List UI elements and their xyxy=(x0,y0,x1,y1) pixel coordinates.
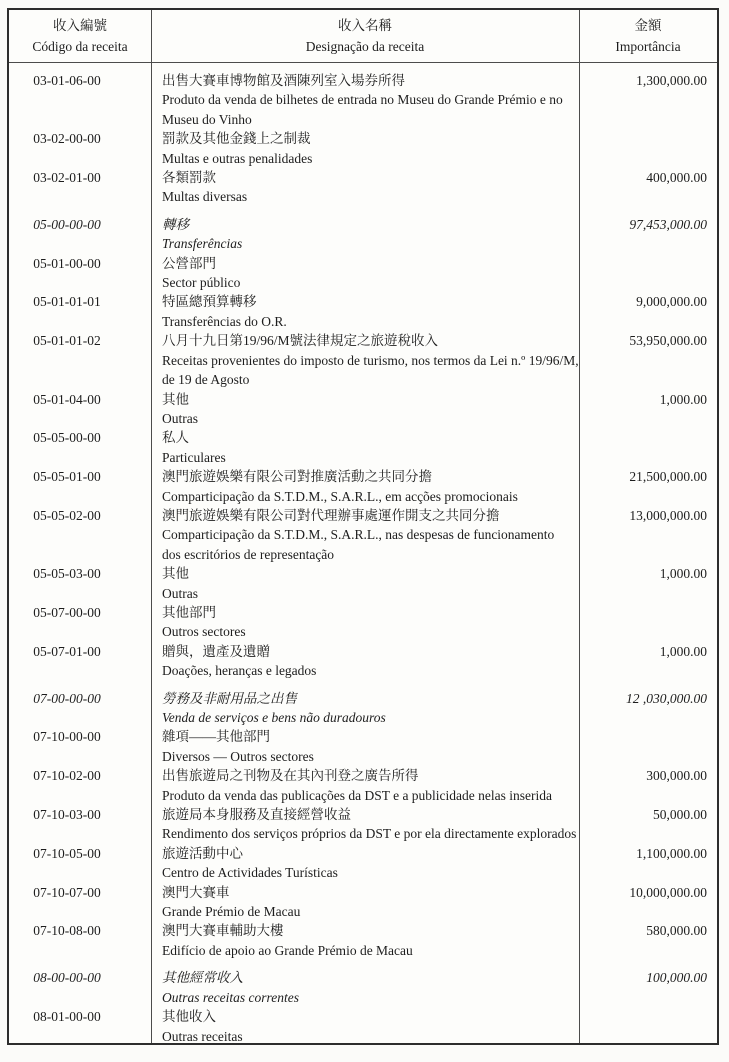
row-code: 05-05-01-00 xyxy=(33,469,101,485)
designation-line-pt: Receitas provenientes do imposto de turismo, nos termos da Lei n.º 19/96/M, xyxy=(162,352,579,368)
designation-line-zh: 其他 xyxy=(162,391,189,407)
table-row xyxy=(9,129,717,168)
row-designation xyxy=(151,390,579,429)
designation-line-pt: Outros sectores xyxy=(162,624,246,640)
row-amount xyxy=(579,603,717,642)
row-code: 07-10-05-00 xyxy=(33,845,101,861)
designation-line-zh: 罰款及其他金錢上之制裁 xyxy=(162,131,311,147)
designation-line-zh: 澳門旅遊娛樂有限公司對代理辦事處運作開支之共同分擔 xyxy=(162,507,500,523)
designation-line-pt: Rendimento dos serviços próprios da DST e por ela directamente explorados xyxy=(162,826,577,842)
designation-line-pt: Venda de serviços e bens não duradouros xyxy=(162,710,386,725)
row-code: 03-02-00-00 xyxy=(33,131,101,147)
row-designation xyxy=(151,689,579,728)
table-row xyxy=(9,390,717,429)
header-amount-zh: 金額 xyxy=(634,18,662,33)
row-designation xyxy=(151,883,579,922)
header-code-cell xyxy=(9,10,151,62)
table-header xyxy=(9,10,717,63)
row-designation xyxy=(151,292,579,331)
table-row xyxy=(9,168,717,207)
table-row xyxy=(9,921,717,960)
row-designation xyxy=(151,805,579,844)
designation-line-zh: 贈與，遺產及遺贈 xyxy=(162,643,270,659)
row-code: 05-05-02-00 xyxy=(33,507,101,523)
row-amount: 300,000.00 xyxy=(646,768,707,784)
designation-line-pt: Doações, heranças e legados xyxy=(162,663,317,679)
row-amount xyxy=(579,1007,717,1045)
designation-line-zh: 出售旅遊局之刊物及在其內刊登之廣告所得 xyxy=(162,768,419,784)
table-row xyxy=(9,292,717,331)
header-designation-pt: Designação da receita xyxy=(305,39,425,54)
row-code: 05-07-00-00 xyxy=(33,604,101,620)
row-amount: 1,000.00 xyxy=(659,391,707,407)
row-code: 07-10-00-00 xyxy=(33,729,101,745)
row-designation xyxy=(151,921,579,960)
designation-line-pt: Outras receitas xyxy=(162,1028,243,1044)
row-amount: 13,000,000.00 xyxy=(629,507,707,523)
row-code: 05-01-04-00 xyxy=(33,391,101,407)
header-amount-cell xyxy=(579,10,717,62)
row-code: 05-05-03-00 xyxy=(33,566,101,582)
designation-line-pt: Outras receitas correntes xyxy=(162,989,299,1005)
designation-line-zh: 旅遊局本身服務及直接經營收益 xyxy=(162,807,351,823)
designation-line-zh: 公營部門 xyxy=(162,255,216,271)
row-designation xyxy=(151,428,579,467)
designation-line-pt: de 19 de Agosto xyxy=(162,372,250,388)
row-code: 05-05-00-00 xyxy=(33,430,101,446)
row-designation xyxy=(151,331,579,389)
row-designation xyxy=(151,168,579,207)
row-code: 07-10-07-00 xyxy=(33,884,101,900)
row-amount: 21,500,000.00 xyxy=(629,469,707,485)
row-designation xyxy=(151,1007,579,1045)
row-designation xyxy=(151,467,579,506)
row-designation xyxy=(151,727,579,766)
designation-line-zh: 澳門大賽車 xyxy=(162,884,230,900)
designation-line-zh: 勞務及非耐用品之出售 xyxy=(162,690,297,706)
designation-line-zh: 出售大賽車博物館及酒陳列室入場券所得 xyxy=(162,73,405,88)
row-designation xyxy=(151,71,579,129)
row-amount: 12 ,030,000.00 xyxy=(626,690,707,706)
designation-line-pt: Transferências do O.R. xyxy=(162,313,287,329)
row-code: 05-07-01-00 xyxy=(33,643,101,659)
table-body xyxy=(9,64,717,1045)
designation-line-pt: Outras xyxy=(162,585,198,601)
table-row xyxy=(9,506,717,564)
row-designation xyxy=(151,129,579,168)
row-designation xyxy=(151,766,579,805)
designation-line-pt: Diversos — Outros sectores xyxy=(162,748,314,764)
row-code: 07-00-00-00 xyxy=(33,690,101,706)
header-code-zh: 收入編號 xyxy=(53,18,107,33)
designation-line-zh: 其他部門 xyxy=(162,604,216,620)
table-row xyxy=(9,428,717,467)
designation-line-zh: 其他 xyxy=(162,566,189,582)
row-amount: 580,000.00 xyxy=(646,923,707,939)
row-code: 07-10-03-00 xyxy=(33,807,101,823)
designation-line-pt: Edifício de apoio ao Grande Prémio de Macau xyxy=(162,942,413,958)
row-designation xyxy=(151,506,579,564)
row-code: 03-01-06-00 xyxy=(33,73,101,88)
row-designation xyxy=(151,254,579,293)
row-amount: 1,300,000.00 xyxy=(636,73,707,88)
designation-line-pt: dos escritórios de representação xyxy=(162,546,335,562)
row-code: 05-01-01-01 xyxy=(33,294,101,310)
row-amount: 1,000.00 xyxy=(659,566,707,582)
table-row xyxy=(9,766,717,805)
table-row xyxy=(9,968,717,1007)
table-row xyxy=(9,467,717,506)
designation-line-zh: 各類罰款 xyxy=(162,170,216,186)
designation-line-pt: Multas diversas xyxy=(162,189,248,205)
designation-line-pt: Comparticipação da S.T.D.M., S.A.R.L., nas despesas de funcionamento xyxy=(162,527,555,543)
designation-line-zh: 澳門大賽車輔助大樓 xyxy=(162,923,284,939)
table-row xyxy=(9,727,717,766)
designation-line-pt: Museu do Vinho xyxy=(162,111,252,127)
row-amount: 10,000,000.00 xyxy=(629,884,707,900)
table-row xyxy=(9,603,717,642)
designation-line-pt: Particulares xyxy=(162,449,226,465)
row-designation xyxy=(151,564,579,603)
row-designation xyxy=(151,844,579,883)
designation-line-zh: 其他經常收入 xyxy=(162,970,243,986)
row-code: 05-00-00-00 xyxy=(33,216,101,232)
row-amount xyxy=(579,428,717,467)
table-row xyxy=(9,1007,717,1045)
header-amount-pt: Importância xyxy=(615,39,681,54)
row-amount: 9,000,000.00 xyxy=(636,294,707,310)
revenue-table xyxy=(7,8,719,1045)
table-row xyxy=(9,71,717,129)
table-row xyxy=(9,215,717,254)
row-designation xyxy=(151,215,579,254)
designation-line-zh: 特區總預算轉移 xyxy=(162,294,257,310)
designation-line-pt: Centro de Actividades Turísticas xyxy=(162,865,338,881)
table-row xyxy=(9,254,717,293)
designation-line-zh: 其他收入 xyxy=(162,1009,216,1025)
row-amount: 400,000.00 xyxy=(646,170,707,186)
table-row xyxy=(9,805,717,844)
header-designation-zh: 收入名稱 xyxy=(338,18,392,33)
designation-line-pt: Produto da venda de bilhetes de entrada no Museu do Grande Prémio e no xyxy=(162,92,563,108)
table-row xyxy=(9,331,717,389)
row-code: 03-02-01-00 xyxy=(33,170,101,186)
designation-line-pt: Sector público xyxy=(162,275,241,291)
designation-line-zh: 澳門旅遊娛樂有限公司對推廣活動之共同分擔 xyxy=(162,469,432,485)
table-row xyxy=(9,642,717,681)
table-row xyxy=(9,689,717,728)
row-amount: 100,000.00 xyxy=(646,970,707,986)
designation-line-zh: 雜項——其他部門 xyxy=(162,729,270,745)
designation-line-zh: 轉移 xyxy=(162,216,189,232)
header-code-pt: Código da receita xyxy=(32,39,128,54)
row-amount xyxy=(579,254,717,293)
designation-line-zh: 八月十九日第19/96/M號法律規定之旅遊稅收入 xyxy=(162,333,439,349)
row-code: 08-00-00-00 xyxy=(33,970,101,986)
row-code: 08-01-00-00 xyxy=(33,1009,101,1025)
designation-line-pt: Grande Prémio de Macau xyxy=(162,904,301,920)
table-row xyxy=(9,883,717,922)
designation-line-zh: 旅遊活動中心 xyxy=(162,845,243,861)
table-row xyxy=(9,844,717,883)
row-amount xyxy=(579,129,717,168)
row-amount: 1,000.00 xyxy=(659,643,707,659)
designation-line-pt: Produto da venda das publicações da DST e a publicidade nelas inserida xyxy=(162,787,553,803)
row-amount: 50,000.00 xyxy=(653,807,707,823)
table-row xyxy=(9,564,717,603)
designation-line-pt: Comparticipação da S.T.D.M., S.A.R.L., em acções promocionais xyxy=(162,488,518,504)
row-code: 07-10-08-00 xyxy=(33,923,101,939)
row-designation xyxy=(151,603,579,642)
designation-line-pt: Outras xyxy=(162,410,198,426)
designation-line-pt: Transferências xyxy=(162,236,243,252)
row-amount: 97,453,000.00 xyxy=(629,216,707,232)
designation-line-pt: Multas e outras penalidades xyxy=(162,150,313,166)
header-designation-cell xyxy=(151,10,579,62)
row-amount xyxy=(579,727,717,766)
row-amount: 1,100,000.00 xyxy=(636,845,707,861)
row-amount: 53,950,000.00 xyxy=(629,333,707,349)
designation-line-zh: 私人 xyxy=(162,430,189,446)
row-code: 07-10-02-00 xyxy=(33,768,101,784)
row-designation xyxy=(151,642,579,681)
row-code: 05-01-00-00 xyxy=(33,255,101,271)
row-designation xyxy=(151,968,579,1007)
row-code: 05-01-01-02 xyxy=(33,333,101,349)
